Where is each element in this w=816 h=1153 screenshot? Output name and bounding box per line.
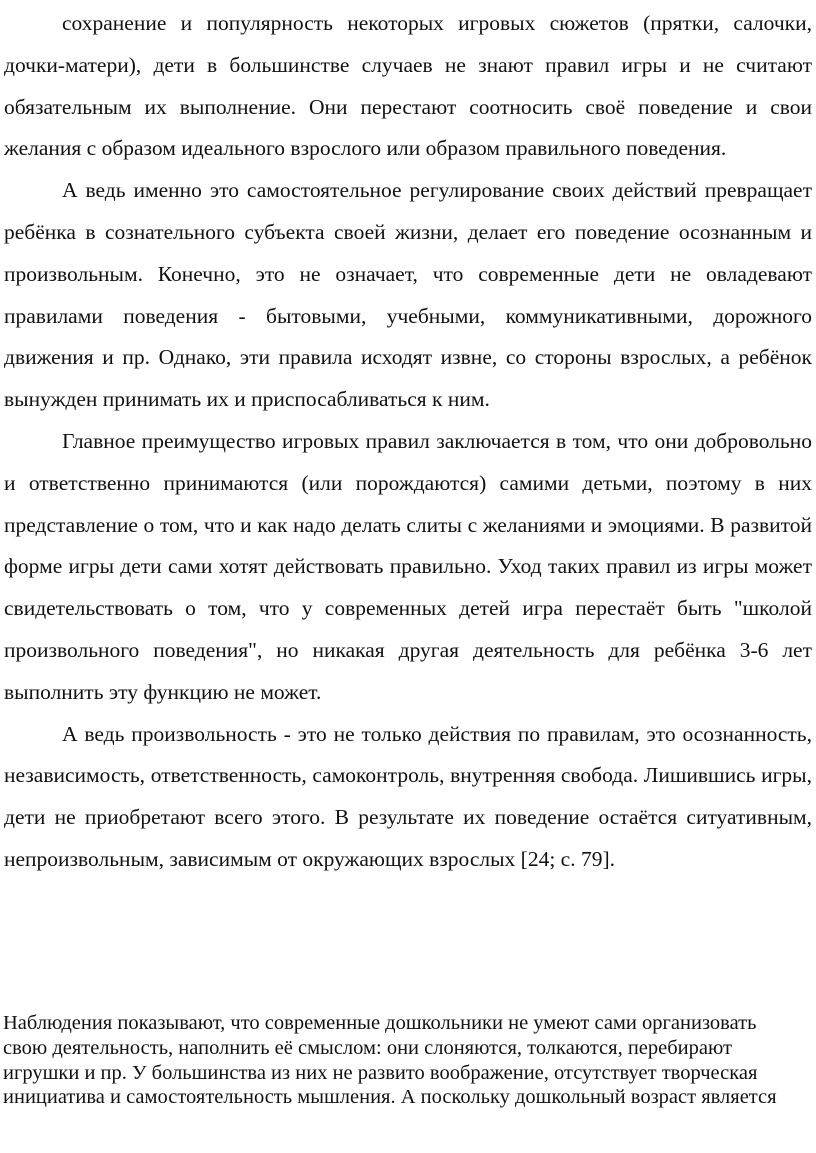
paragraph-continuation: сохранение и популярность некоторых игровых сюжетов (прятки, салочки, дочки-матери), дети в большинстве случаев не знают правил игры и не считают обязательным их выполнение. Они перестают соотносить своё поведение и свои желания с образом идеального взрослого или образом правильного поведения. bbox=[4, 11, 812, 161]
paragraph-observations: Наблюдения показывают, что современные дошкольники не умеют сами организовать свою деятельность, наполнить её смыслом: они слоняются, толкаются, перебирают игрушки и пр. У большинства из них не развито воображение, отсутствует творческая инициатива и самостоятельность мышления. А поскольку дошкольный возраст является bbox=[3, 1012, 777, 1109]
paragraph-arbitrariness: А ведь произвольность - это не только действия по правилам, это осознанность, независимость, ответственность, самоконтроль, внутренняя свобода. Лишившись игры, дети не приобретают всего этого. В результате их поведение остаётся ситуативным, непроизвольным, зависимым от окружающих взрослых [24; с. 79]. bbox=[4, 721, 812, 871]
document-body bbox=[4, 3, 812, 881]
paragraph-self-regulation: А ведь именно это самостоятельное регулирование своих действий превращает ребёнка в сознательного субъекта своей жизни, делает его поведение осознанным и произвольным. Конечно, это не означает, что современные дети не овладевают правилами поведения - бытовыми, учебными, коммуникативными, дорожного движения и пр. Однако, эти правила исходят извне, со стороны взрослых, а ребёнок вынужден принимать их и приспосабливаться к ним. bbox=[4, 178, 812, 412]
paragraph-game-rules: Главное преимущество игровых правил заключается в том, что они добровольно и ответственно принимаются (или порождаются) самими детьми, поэтому в них представление о том, что и как надо делать слиты с желаниями и эмоциями. В развитой форме игры дети сами хотят действовать правильно. Уход таких правил из игры может свидетельствовать о том, что у современных детей игра перестаёт быть "школой произвольного поведения", но никакая другая деятельность для ребёнка 3-6 лет выполнить эту функцию не может. bbox=[4, 428, 812, 704]
